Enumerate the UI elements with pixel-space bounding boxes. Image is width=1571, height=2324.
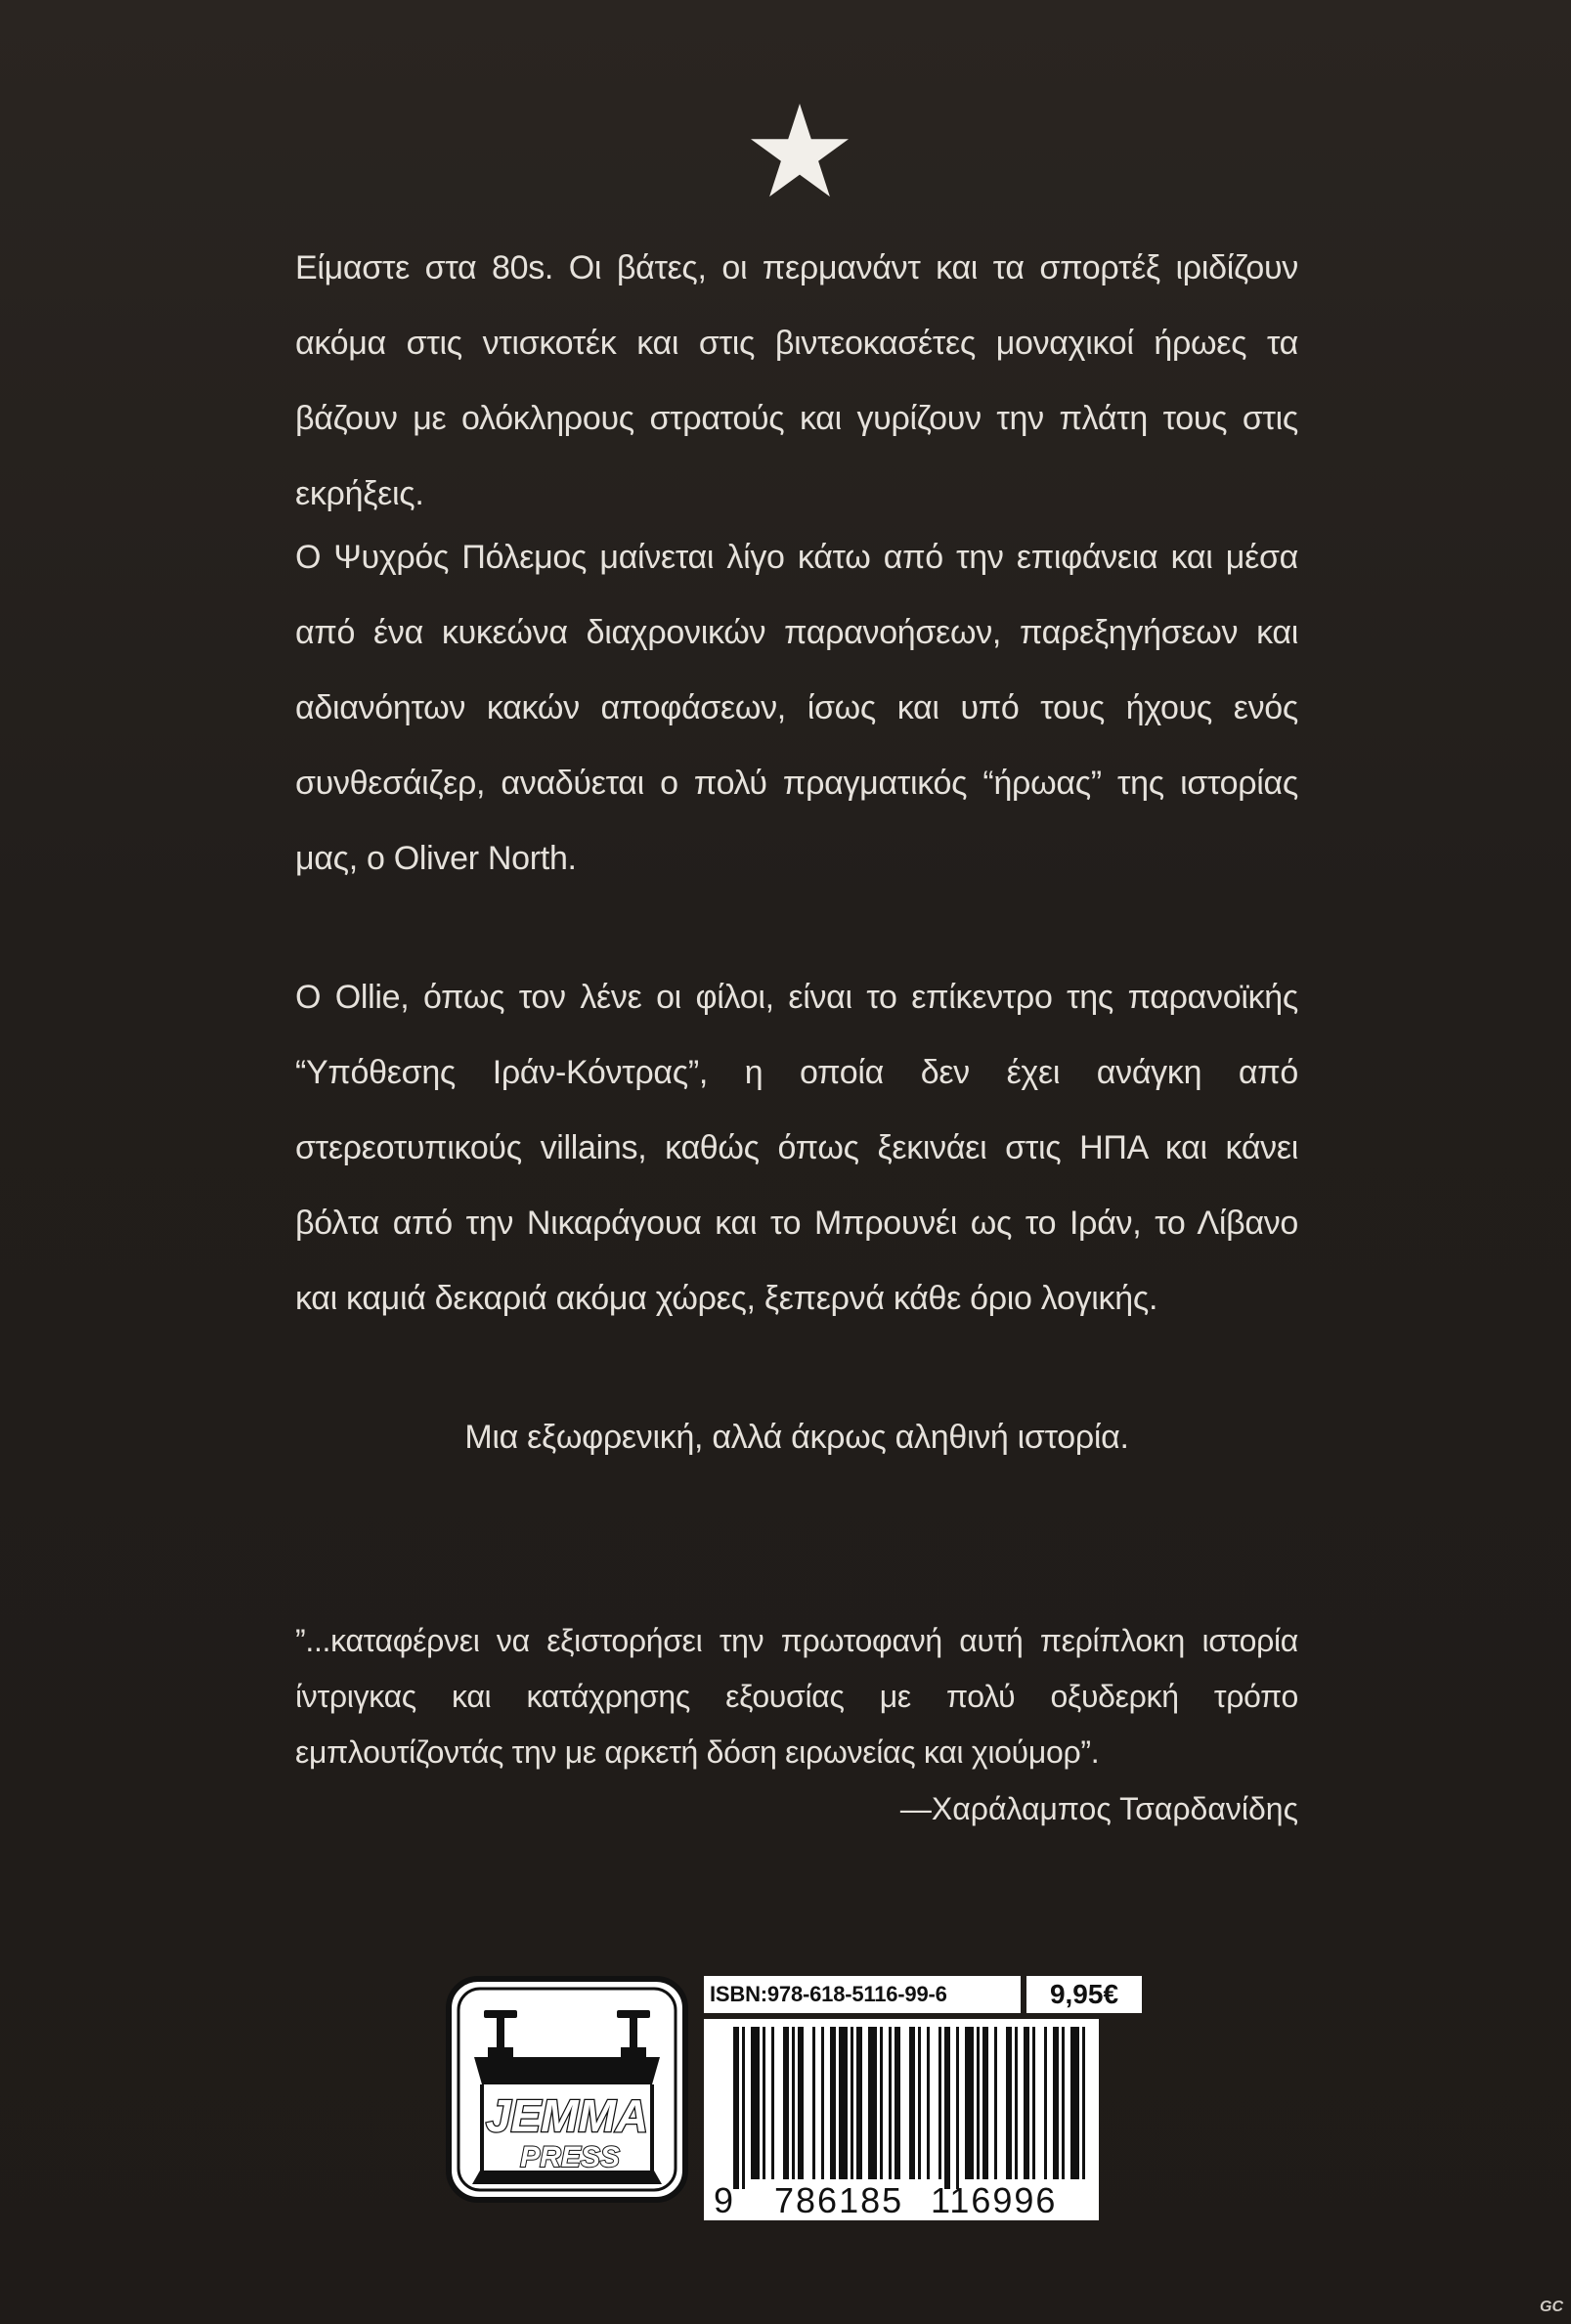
isbn-block (704, 1976, 1142, 2220)
barcode-bar (839, 2027, 848, 2179)
barcode-bar (965, 2027, 974, 2179)
barcode-bar (856, 2027, 862, 2179)
barcode-bar (927, 2027, 930, 2179)
barcode-bar (830, 2027, 836, 2179)
barcode-bar (982, 2027, 988, 2179)
logo-word-top: JEMMA (485, 2090, 649, 2141)
barcode-bar (1053, 2027, 1059, 2179)
barcode-bar (763, 2027, 765, 2179)
barcode-bar (771, 2027, 774, 2179)
star-icon (751, 104, 849, 197)
barcode-bar (792, 2027, 795, 2179)
blurb-paragraph-2: Ο Ψυχρός Πόλεμος μαίνεται λίγο κάτω από την επιφάνεια και μέσα από ένα κυκεώνα διαχρονικών παρανοήσεων, παρεξηγήσεων και αδιανόητων κακών αποφάσεων, ίσως και υπό τους ήχους ενός συνθεσάιζερ, αναδύεται ο πολύ πραγματικός “ήρωας” της ιστορίας μας, ο Oliver North. (295, 539, 1298, 877)
barcode-bar (1082, 2027, 1085, 2179)
barcode-bar (944, 2027, 950, 2189)
tagline: Μια εξωφρενική, αλλά άκρως αληθινή ιστορία. (464, 1419, 1129, 1456)
barcode-number (710, 2181, 1097, 2220)
barcode-bar (880, 2027, 883, 2179)
barcode (704, 2019, 1099, 2220)
barcode-first-digit: 9 (714, 2180, 734, 2220)
isbn-label: ISBN:978-618-5116-99-6 (704, 1976, 1021, 2013)
barcode-bar (938, 2027, 941, 2179)
barcode-bar (1006, 2027, 1012, 2179)
barcode-bar (1070, 2027, 1079, 2179)
barcode-bar (798, 2027, 804, 2179)
barcode-bar (821, 2027, 824, 2179)
barcode-bar (1024, 2027, 1029, 2179)
logo-word-bottom: PRESS (520, 2141, 620, 2173)
barcode-bar (889, 2027, 892, 2179)
barcode-bar (1044, 2027, 1047, 2179)
barcode-bar (918, 2027, 921, 2179)
barcode-bar (1062, 2027, 1065, 2179)
barcode-bar (994, 2027, 997, 2179)
barcode-bar (868, 2027, 877, 2179)
publisher-logo (445, 1975, 689, 2204)
quote-author: —Χαράλαμπος Τσαρδανίδης (899, 1791, 1298, 1826)
barcode-bar (851, 2027, 853, 2179)
watermark: GC (1540, 2299, 1563, 2315)
price-label: 9,95€ (1026, 1976, 1142, 2013)
barcode-bar (733, 2027, 739, 2189)
barcode-bar (977, 2027, 980, 2179)
barcode-bar (956, 2027, 959, 2189)
barcode-bar (895, 2027, 900, 2179)
barcode-right-digits: 116996 (931, 2180, 1058, 2220)
barcode-bar (751, 2027, 760, 2179)
barcode-bar (783, 2027, 789, 2179)
review-quote: ”...καταφέρνει να εξιστορήσει την πρωτοφανή αυτή περίπλοκη ιστορία ίντριγκας και κατάχρησης εξουσίας με πολύ οξυδερκή τρόπο εμπλουτίζοντάς την με αρκετή δόση ειρωνείας και χιούμορ”. (295, 1623, 1298, 1770)
barcode-bar (909, 2027, 915, 2179)
barcode-left-digits: 786185 (774, 2180, 904, 2220)
barcode-bar (1015, 2027, 1018, 2179)
barcode-bar (742, 2027, 745, 2189)
barcode-bar (1032, 2027, 1035, 2179)
blurb-paragraph-1: Είμαστε στα 80s. Οι βάτες, οι περμανάντ και τα σπορτέξ ιριδίζουν ακόμα στις ντισκοτέκ και στις βιντεοκασέτες μοναχικοί ήρωες τα βάζουν με ολόκληρους στρατούς και γυρίζουν την πλάτη τους στις εκρήξεις. (295, 249, 1298, 512)
barcode-bar (812, 2027, 815, 2179)
blurb-paragraph-3: Ο Ollie, όπως τον λένε οι φίλοι, είναι το επίκεντρο της παρανοϊκής “Υπόθεσης Ιράν-Κόντρας”, η οποία δεν έχει ανάγκη από στερεοτυπικούς villains, καθώς όπως ξεκινάει στις ΗΠΑ και κάνει βόλτα από την Νικαράγουα και το Μπρουνέι ως το Ιράν, το Λίβανο και καμιά δεκαριά ακόμα χώρες, ξεπερνά κάθε όριο λογικής. (295, 979, 1298, 1317)
